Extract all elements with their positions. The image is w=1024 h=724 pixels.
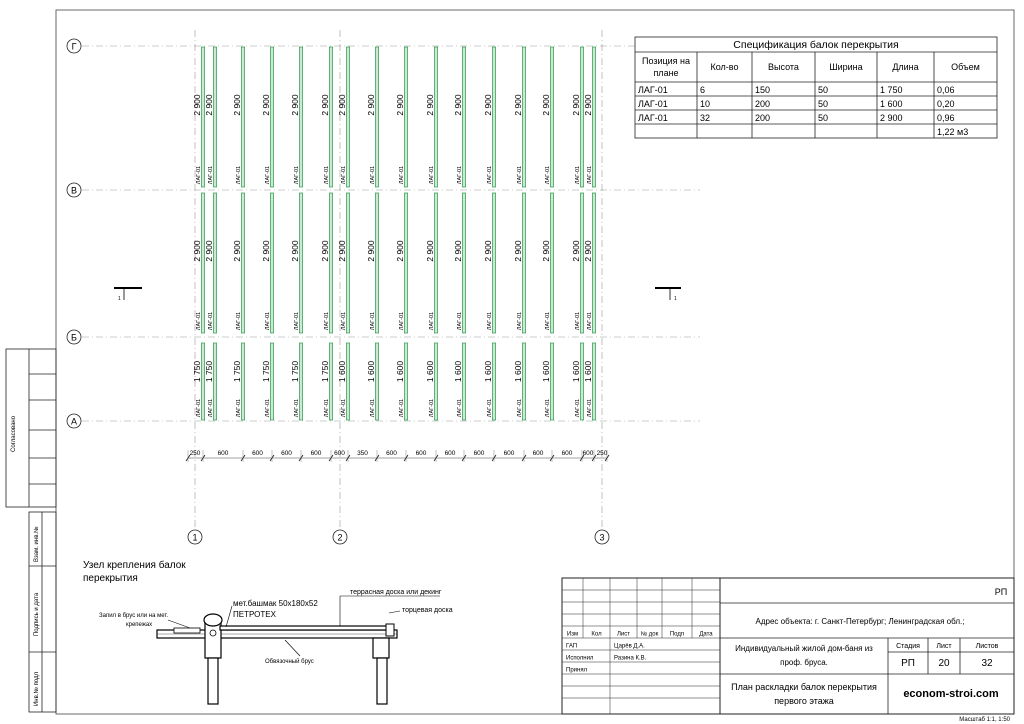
dimension-label: 350 [357, 450, 368, 457]
spec-cell: 0,20 [937, 99, 955, 109]
col-axis-label: 1 [192, 532, 198, 543]
beam-length-label: 2 900 [232, 94, 242, 116]
beam-mark-label: ЛАГ-01 [341, 398, 347, 418]
beam-length-label: 2 900 [337, 94, 347, 116]
detail-shoe-line1: мет.башмак 50х180х52 [233, 599, 318, 608]
beam-length-label: 2 900 [513, 240, 523, 262]
beam-mark-label: ЛАГ-01 [196, 165, 202, 185]
beam-mark-label: ЛАГ-01 [370, 165, 376, 185]
spec-cell: 50 [818, 85, 829, 95]
title-block-col-label: Лист [616, 631, 631, 638]
beam-length-label: 1 750 [290, 360, 300, 383]
beam-mark-label: ЛАГ-01 [399, 311, 405, 331]
beam-mark-label: ЛАГ-01 [236, 311, 242, 331]
title-block-object-line2: проф. бруса. [780, 658, 828, 667]
title-block-object-line1: Индивидуальный жилой дом-баня из [735, 644, 873, 653]
beam-length-label: 2 900 [571, 240, 581, 262]
spec-cell: 1 750 [880, 85, 903, 95]
beam-mark-label: ЛАГ-01 [545, 165, 551, 185]
beam-mark-label: ЛАГ-01 [487, 165, 493, 185]
detail-strap-beam: Обвязочный брус [265, 659, 314, 665]
beam-mark-label: ЛАГ-01 [587, 398, 593, 418]
side-stamp-replace: Взам. инв.№ [34, 526, 40, 562]
beam-mark-label: ЛАГ-01 [208, 311, 214, 331]
dimension-label: 600 [503, 450, 515, 457]
beam-length-label: 1 600 [483, 360, 493, 383]
beam-length-label: 1 600 [395, 360, 405, 383]
beam-mark-label: ЛАГ-01 [341, 165, 347, 185]
title-block-sheets-label: Листов [975, 643, 999, 650]
beam-length-label: 1 600 [453, 360, 463, 383]
axis-grid [67, 30, 700, 544]
row-axis-label: А [70, 416, 78, 427]
spec-cell: ЛАГ-01 [638, 99, 668, 109]
beam-mark-label: ЛАГ-01 [575, 398, 581, 418]
title-block-col-label: Дата [699, 631, 713, 638]
beam-mark-label: ЛАГ-01 [236, 398, 242, 418]
beam-mark-label: ЛАГ-01 [545, 398, 551, 418]
spec-header: Объем [951, 62, 980, 72]
spec-cell: 50 [818, 99, 829, 109]
beam-length-label: 1 750 [261, 360, 271, 383]
beam-length-label: 1 600 [571, 360, 581, 383]
detail-deck: террасная доска или декинг [350, 589, 442, 596]
title-block-role: Исполнил [566, 655, 594, 662]
spec-cell: ЛАГ-01 [638, 85, 668, 95]
beam-mark-label: ЛАГ-01 [196, 398, 202, 418]
beam-mark-label: ЛАГ-01 [324, 311, 330, 331]
spec-cell: 2 900 [880, 113, 903, 123]
title-block-address: Адрес объекта: г. Санкт-Петербург; Ленинградская обл.; [755, 617, 965, 626]
beam-length-label: 1 750 [192, 360, 202, 383]
beam-length-label: 2 900 [192, 94, 202, 116]
beam-length-label: 2 900 [583, 240, 593, 262]
dimension-label: 600 [252, 450, 263, 457]
beam-length-label: 2 900 [453, 94, 463, 116]
section-mark-right-label: 1 [674, 296, 677, 302]
title-block-role: ГАП [566, 643, 578, 650]
beam-length-label: 2 900 [320, 240, 330, 262]
dimension-label: 250 [596, 450, 608, 457]
title-block-stage: РП [901, 658, 915, 669]
beam-mark-label: ЛАГ-01 [575, 311, 581, 331]
title-block-col-label: Изм [566, 631, 579, 638]
beam-length-label: 2 900 [290, 94, 300, 116]
title-block-drawing-line2: первого этажа [774, 696, 834, 706]
beam-mark-label: ЛАГ-01 [399, 165, 405, 185]
beam-mark-label: ЛАГ-01 [545, 311, 551, 331]
section-mark-left [114, 288, 142, 302]
beam-length-label: 2 900 [583, 94, 593, 116]
beam-layout [192, 47, 596, 420]
section-mark-left-label: 1 [118, 296, 121, 302]
beam-length-label: 2 900 [204, 94, 214, 116]
beam-length-label: 1 600 [541, 360, 551, 383]
title-block-stage-label: Стадия [896, 643, 920, 650]
beam-mark-label: ЛАГ-01 [208, 398, 214, 418]
beam-length-label: 2 900 [337, 240, 347, 262]
side-stamp-inv-no: Инв.№ подл [34, 671, 40, 706]
dimension-label: 600 [334, 450, 345, 457]
beam-length-label: 2 900 [290, 240, 300, 262]
title-block [562, 578, 1014, 714]
beam-mark-label: ЛАГ-01 [399, 398, 405, 418]
dimension-label: 600 [386, 450, 397, 457]
spec-title: Спецификация балок перекрытия [733, 39, 899, 51]
detail-shoe-line2: ПЕТРОТЕХ [233, 610, 276, 619]
beam-mark-label: ЛАГ-01 [487, 398, 493, 418]
beam-mark-label: ЛАГ-01 [265, 165, 271, 185]
title-block-code: РП [994, 587, 1008, 597]
side-stamp [6, 349, 56, 712]
beam-mark-label: ЛАГ-01 [265, 311, 271, 331]
beam-length-label: 1 600 [425, 360, 435, 383]
spec-cell: 6 [700, 85, 706, 95]
beam-mark-label: ЛАГ-01 [370, 398, 376, 418]
dimension-label: 600 [217, 450, 229, 457]
col-axis-label: 2 [337, 532, 343, 543]
beam-mark-label: ЛАГ-01 [457, 398, 463, 418]
beam-mark-label: ЛАГ-01 [324, 398, 330, 418]
beam-mark-label: ЛАГ-01 [517, 398, 523, 418]
beam-mark-label: ЛАГ-01 [294, 398, 300, 418]
beam-mark-label: ЛАГ-01 [517, 165, 523, 185]
dimension-label: 600 [444, 450, 456, 457]
detail-node [83, 559, 453, 704]
spec-cell: 200 [755, 99, 771, 109]
beam-length-label: 2 900 [320, 94, 330, 116]
beam-length-label: 1 600 [366, 360, 376, 383]
dimension-label: 600 [532, 450, 544, 457]
beam-length-label: 2 900 [425, 94, 435, 116]
beam-length-label: 1 600 [513, 360, 523, 383]
beam-length-label: 2 900 [541, 94, 551, 116]
beam-length-label: 2 900 [204, 240, 214, 262]
title-block-col-label: № док [640, 631, 659, 638]
beam-mark-label: ЛАГ-01 [487, 311, 493, 331]
detail-title-line2: перекрытия [83, 573, 138, 584]
spec-cell: 1,22 м3 [937, 127, 969, 137]
beam-length-label: 2 900 [192, 240, 202, 262]
title-block-col-label: Подп [669, 631, 685, 638]
beam-length-label: 2 900 [232, 240, 242, 262]
beam-mark-label: ЛАГ-01 [429, 165, 435, 185]
title-block-site: econom-stroi.com [903, 688, 999, 700]
beam-mark-label: ЛАГ-01 [587, 165, 593, 185]
beam-mark-label: ЛАГ-01 [429, 311, 435, 331]
scale-note: Масштаб 1:1, 1:50 [959, 717, 1010, 723]
title-block-role: Принял [566, 667, 588, 674]
beam-mark-label: ЛАГ-01 [341, 311, 347, 331]
beam-length-label: 2 900 [483, 94, 493, 116]
spec-cell: 0,06 [937, 85, 955, 95]
spec-header: Кол-во [710, 62, 739, 72]
beam-length-label: 1 600 [583, 360, 593, 383]
dimension-label: 600 [582, 450, 594, 457]
spec-cell: 1 600 [880, 99, 903, 109]
dimension-line [186, 450, 609, 462]
dimension-label: 600 [415, 450, 427, 457]
beam-length-label: 2 900 [571, 94, 581, 116]
beam-length-label: 2 900 [261, 94, 271, 116]
beam-mark-label: ЛАГ-01 [429, 398, 435, 418]
spec-header: плане [653, 68, 679, 78]
beam-mark-label: ЛАГ-01 [208, 165, 214, 185]
detail-title-line1: Узел крепления балок [83, 560, 186, 571]
spec-cell: 150 [755, 85, 771, 95]
beam-mark-label: ЛАГ-01 [265, 398, 271, 418]
beam-length-label: 2 900 [395, 94, 405, 116]
beam-length-label: 1 750 [232, 360, 242, 383]
title-block-sheet-label: Лист [936, 643, 952, 650]
spec-header: Высота [768, 62, 799, 72]
dimension-label: 250 [189, 450, 201, 457]
beam-length-label: 1 750 [204, 360, 214, 383]
beam-length-label: 1 600 [337, 360, 347, 383]
beam-mark-label: ЛАГ-01 [575, 165, 581, 185]
beam-length-label: 2 900 [395, 240, 405, 262]
beam-mark-label: ЛАГ-01 [587, 311, 593, 331]
beam-mark-label: ЛАГ-01 [457, 311, 463, 331]
beam-mark-label: ЛАГ-01 [517, 311, 523, 331]
row-axis-label: Б [71, 332, 77, 343]
beam-length-label: 2 900 [483, 240, 493, 262]
beam-mark-label: ЛАГ-01 [457, 165, 463, 185]
detail-notch-line1: Запил в брус или на мет. [99, 613, 169, 619]
spec-cell: 200 [755, 113, 771, 123]
detail-notch-line2: крепежах [126, 622, 153, 628]
detail-end-board: торцевая доска [402, 607, 453, 614]
col-axis-label: 3 [599, 532, 605, 543]
spec-cell: 10 [700, 99, 711, 109]
beam-length-label: 2 900 [425, 240, 435, 262]
spec-cell: ЛАГ-01 [638, 113, 668, 123]
side-stamp-sign-date: Подпись и дата [34, 592, 40, 636]
title-block-name: Разина К.В. [614, 655, 647, 662]
dimension-label: 600 [310, 450, 322, 457]
beam-length-label: 1 750 [320, 360, 330, 383]
title-block-col-label: Кол [591, 631, 602, 638]
row-axis-label: В [70, 185, 78, 196]
dimension-label: 600 [473, 450, 485, 457]
title-block-sheets: 32 [981, 658, 993, 669]
beam-mark-label: ЛАГ-01 [324, 165, 330, 185]
dimension-label: 600 [281, 450, 292, 457]
spec-header: Позиция на [641, 56, 691, 66]
spec-cell: 32 [700, 113, 711, 123]
title-block-name: Царёв Д.А. [614, 643, 645, 650]
spec-header: Ширина [829, 62, 863, 72]
beam-length-label: 2 900 [366, 240, 376, 262]
beam-length-label: 2 900 [366, 94, 376, 116]
title-block-drawing-line1: План раскладки балок перекрытия [731, 682, 877, 692]
beam-mark-label: ЛАГ-01 [196, 311, 202, 331]
spec-header: Длина [892, 62, 919, 72]
beam-length-label: 2 900 [261, 240, 271, 262]
beam-length-label: 2 900 [453, 240, 463, 262]
specification-table [635, 37, 997, 138]
beam-length-label: 2 900 [541, 240, 551, 262]
beam-mark-label: ЛАГ-01 [370, 311, 376, 331]
side-stamp-agreed: Согласовано [11, 415, 17, 452]
beam-mark-label: ЛАГ-01 [294, 165, 300, 185]
section-mark-right [655, 288, 681, 302]
beam-length-label: 2 900 [513, 94, 523, 116]
dimension-label: 600 [561, 450, 573, 457]
beam-mark-label: ЛАГ-01 [294, 311, 300, 331]
spec-cell: 50 [818, 113, 829, 123]
title-block-sheet: 20 [938, 658, 950, 669]
row-axis-label: Г [71, 41, 77, 52]
beam-mark-label: ЛАГ-01 [236, 165, 242, 185]
spec-cell: 0,96 [937, 113, 955, 123]
